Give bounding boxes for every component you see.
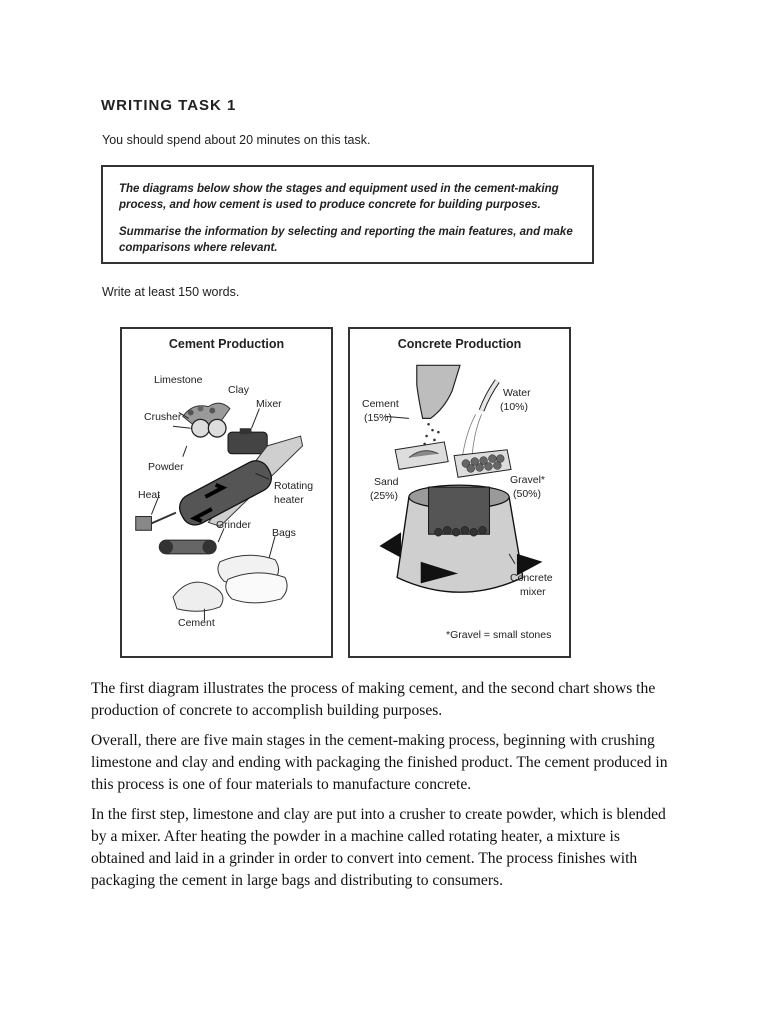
concrete-production-diagram <box>348 327 571 658</box>
sand-label: Sand <box>374 476 399 488</box>
essay-paragraph: The first diagram illustrates the process of making cement, and the second chart shows the production of concrete to accomplish building purposes. <box>91 680 656 719</box>
clay-label: Clay <box>228 384 250 396</box>
water-percentage: (10%) <box>500 401 529 413</box>
essay-body <box>91 678 671 900</box>
prompt-paragraph: The diagrams below show the stages and equipment used in the cement-making process, and how cement is used to produce concrete for building purposes. <box>119 183 559 211</box>
water-label: Water <box>503 387 531 399</box>
prompt-box <box>101 165 594 264</box>
cement-percentage: (15%) <box>364 412 393 424</box>
concrete-mixer-label: mixer <box>520 586 546 598</box>
essay-paragraph: In the first step, limestone and clay are put into a crusher to create powder, which is blended by a mixer. After heating the powder in a machine called rotating heater, a mixture is obtained and laid in a grinder in order to convert into cement. The process finishes with packaging the cement in large bags and distributing to consumers. <box>91 806 666 889</box>
word-count-instruction: Write at least 150 words. <box>102 285 240 299</box>
grinder-label: Grinder <box>216 519 252 531</box>
crusher-label: Crusher <box>144 411 182 423</box>
heat-label: Heat <box>138 489 161 501</box>
cement-label: Cement <box>178 617 215 629</box>
concrete-mixer-label: Concrete <box>510 572 553 584</box>
mixer-label: Mixer <box>256 398 282 410</box>
task-instruction: You should spend about 20 minutes on this task. <box>102 133 371 147</box>
task-title: WRITING TASK 1 <box>101 97 237 114</box>
gravel-footnote: *Gravel = small stones <box>446 629 552 641</box>
gravel-percentage: (50%) <box>513 488 542 500</box>
rotating-heater-label: heater <box>274 494 304 506</box>
gravel-label: Gravel* <box>510 474 546 486</box>
powder-label: Powder <box>148 461 184 473</box>
limestone-label: Limestone <box>154 374 203 386</box>
cement-diagram-title: Cement Production <box>168 337 285 351</box>
cement-production-diagram <box>120 327 333 658</box>
concrete-diagram-title: Concrete Production <box>397 337 522 351</box>
essay-paragraph: Overall, there are five main stages in the cement-making process, beginning with crushing limestone and clay and ending with packaging the finished product. The cement produced in this process is one of four materials to manufacture concrete. <box>91 732 668 793</box>
bags-label: Bags <box>272 527 296 539</box>
rotating-heater-label: Rotating <box>274 480 314 492</box>
cement-input-label: Cement <box>362 398 399 410</box>
prompt-paragraph: Summarise the information by selecting and reporting the main features, and make comparisons where relevant. <box>119 226 573 254</box>
sand-percentage: (25%) <box>370 490 399 502</box>
